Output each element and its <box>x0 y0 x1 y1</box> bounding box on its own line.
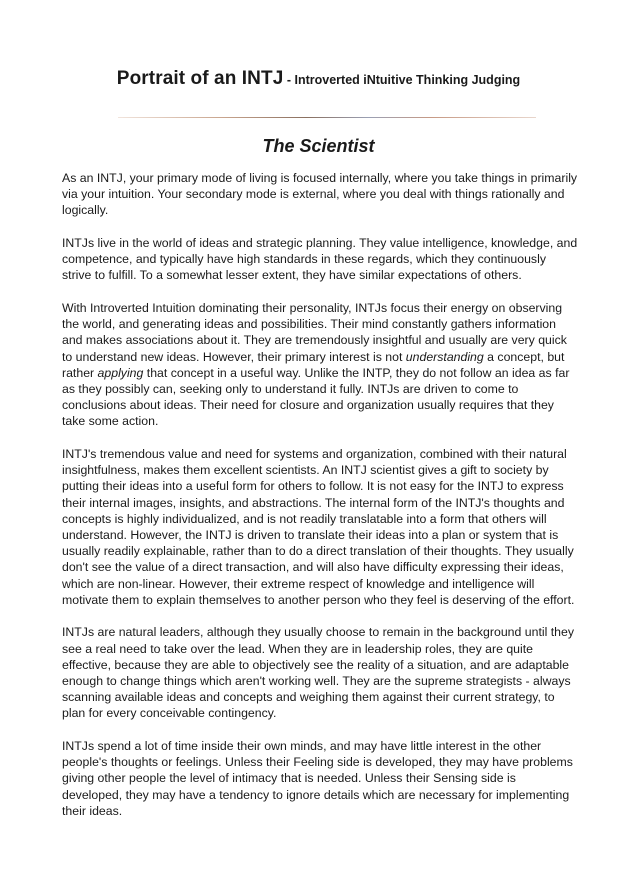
document-title: Portrait of an INTJ <box>116 68 284 89</box>
document-body <box>62 170 578 835</box>
document-subtitle: The Scientist <box>262 136 375 156</box>
paragraph-scientist: INTJ's tremendous value and need for systems and organization, combined with their natural insightfulness, makes them excellent scientists. An INTJ scientist gives a gift to society by putting their ideas into a useful form for others to follow. It is not easy for the INTJ to express their internal images, insights, and abstractions. The internal form of the INTJ's thoughts and concepts is highly individualized, and is not readily translatable into a form that others will understand. However, the INTJ is driven to translate their ideas into a plan or system that is usually readily explainable, rather than to do a direct translation of their thoughts. They usually don't see the value of a direct transaction, and will also have difficulty expressing their ideas, which are non-linear. However, their extreme respect of knowledge and intelligence will motivate them to explain themselves to another person who they feel is deserving of the effort. <box>62 447 575 607</box>
paragraph-text: a concept, but rather <box>62 349 565 380</box>
document-title-suffix: - Introverted iNtuitive Thinking Judging <box>283 73 521 87</box>
emphasis-understanding: understanding <box>405 349 484 364</box>
paragraph-text: that concept in a useful way. Unlike the INTP, they do not follow an idea as far as they possibly can, seeking only to understand it fully. INTJs are driven to come to conclusions about ideas. Their need for closure and organization usually requires that they take some action. <box>62 365 570 429</box>
paragraph-intuition <box>62 300 578 430</box>
paragraph-ideas: INTJs live in the world of ideas and strategic planning. They value intelligence, knowledge, and competence, and typically have high standards in these regards, which they continuously strive to fulfill. To a somewhat lesser extent, they have similar expectations of others. <box>62 236 578 283</box>
paragraph-inner-minds: INTJs spend a lot of time inside their own minds, and may have little interest in the other people's thoughts or feelings. Unless their Feeling side is developed, they may have problems giving other people the level of intimacy that is needed. Unless their Sensing side is developed, they may have a tendency to ignore details which are necessary for implementing their ideas. <box>62 739 573 818</box>
paragraph-leaders: INTJs are natural leaders, although they usually choose to remain in the background until they see a real need to take over the lead. When they are in leadership roles, they are quite effective, because they are able to objectively see the reality of a situation, and are adaptable enough to change things which aren't working well. They are the supreme strategists - always scanning available ideas and concepts and weighing them against their current strategy, to plan for every conceivable contingency. <box>62 625 574 721</box>
paragraph-text: With Introverted Intuition dominating their personality, INTJs focus their energy on observing the world, and generating ideas and possibilities. Their mind constantly gathers information and makes associations about it. They are tremendously insightful and usually are very quick to understand new ideas. However, their primary interest is not <box>62 301 567 364</box>
document-header <box>0 68 637 90</box>
emphasis-applying: applying <box>97 365 144 380</box>
header-divider <box>118 117 536 118</box>
paragraph-intro: As an INTJ, your primary mode of living is focused internally, where you take things in primarily via your intuition. Your secondary mode is external, where you deal with things rationally and logically. <box>62 171 578 218</box>
